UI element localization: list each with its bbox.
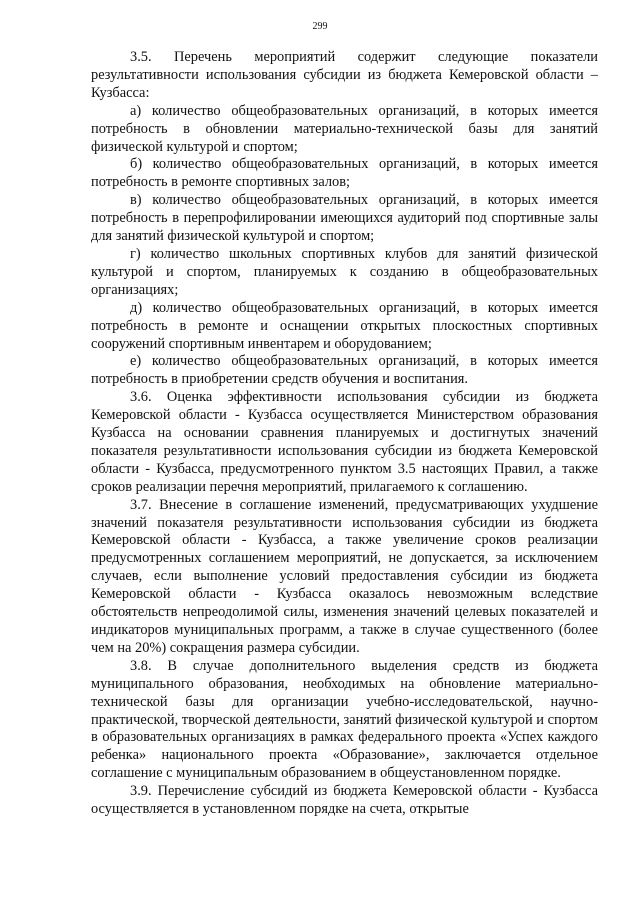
page-number: 299	[312, 21, 328, 32]
list-item-d: д) количество общеобразовательных организаций, в которых имеется потребность в ремонте и оснащении открытых плоскостных спортивных сооружений спортивным инвентарем и оборудованием;	[91, 299, 598, 352]
list-item-e: е) количество общеобразовательных организаций, в которых имеется потребность в приобретении средств обучения и воспитания.	[91, 353, 598, 388]
paragraph-3-9: 3.9. Перечисление субсидий из бюджета Кемеровской области - Кузбасса осуществляется в установленном порядке на счета, открытые	[91, 783, 598, 818]
paragraph-3-8: 3.8. В случае дополнительного выделения средств из бюджета муниципального образования, необходимых на обновление материально-технической базы для организации учебно-исследовательской, научно-практической, творческой деятельности, занятий физической культурой и спортом в образовательных организациях в рамках федерального проекта «Успех каждого ребенка» национального проекта «Образование», заключается отдельное соглашение с муниципальным образованием в общеустановленном порядке.	[91, 657, 598, 782]
list-item-a: а) количество общеобразовательных организаций, в которых имеется потребность в обновлении материально-технической базы для занятий физической культурой и спортом;	[91, 102, 598, 155]
list-item-v: в) количество общеобразовательных организаций, в которых имеется потребность в перепрофилировании имеющихся аудиторий под спортивные залы для занятий физической культурой и спортом;	[91, 192, 598, 245]
paragraph-3-6: 3.6. Оценка эффективности использования субсидии из бюджета Кемеровской области - Кузбасса осуществляется Министерством образования Кузбасса на основании сравнения планируемых и достигнутых значений показателя результативности использования субсидии из бюджета Кемеровской области - Кузбасса, предусмотренного пунктом 3.5 настоящих Правил, а также сроков реализации перечня мероприятий, прилагаемого к соглашению.	[91, 389, 598, 495]
list-item-b: б) количество общеобразовательных организаций, в которых имеется потребность в ремонте спортивных залов;	[91, 156, 598, 191]
document-body	[91, 49, 598, 819]
paragraph-3-5: 3.5. Перечень мероприятий содержит следующие показатели результативности использования субсидии из бюджета Кемеровской области – Кузбасса:	[91, 49, 598, 101]
paragraph-3-7: 3.7. Внесение в соглашение изменений, предусматривающих ухудшение значений показателя результативности использования субсидии из бюджета Кемеровской области - Кузбасса, а также увеличение сроков реализации предусмотренных соглашением мероприятий, не допускается, за исключением случаев, если выполнение условий предоставления субсидии из бюджета Кемеровской области - Кузбасса оказалось невозможным вследствие обстоятельств непреодолимой силы, изменения значений целевых показателей и индикаторов муниципальных программ, а также в случае существенного (более чем на 20%) сокращения размера субсидии.	[91, 496, 598, 656]
list-item-g: г) количество школьных спортивных клубов для занятий физической культурой и спортом, планируемых к созданию в общеобразовательных организациях;	[91, 245, 598, 298]
